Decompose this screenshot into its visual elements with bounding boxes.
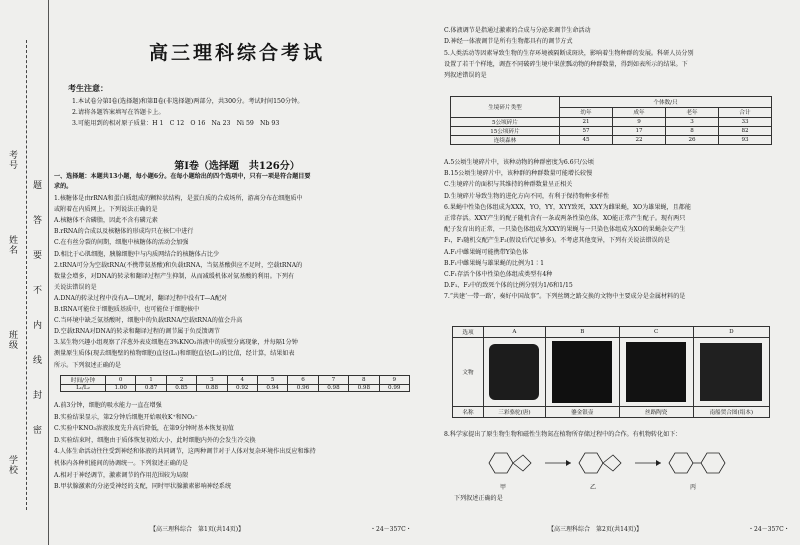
text-line: B.rRNA的合成以及核糖体的形成均只在核仁中进行 [54,228,194,236]
table-cell: 5公顷碎片 [451,118,560,127]
ring [513,455,531,471]
table-cell: 0 [106,376,136,385]
table-cell: 15公顷碎片 [451,127,560,136]
table-cell: 老年 [666,107,719,118]
text-line: B.15公顷生境碎片中，该种群的种群数量可能增长较慢 [444,170,593,178]
text-line: 机体内各种机能间的协调统一。下列叙述正确的是 [54,460,189,467]
seal-char: 答 [31,215,41,225]
table-cell: 4 [227,376,257,385]
table-cell: C [619,327,693,338]
notice-list [72,96,303,129]
text-line: 设置了若干个样地，调查不同破碎生境中果蔗瓢动物的种群数量，得到如表所示的结果。下 [444,60,688,68]
table-cell: 26 [666,136,719,145]
table-cell: 成年 [613,107,666,118]
table-cell: 1.00 [106,385,136,392]
table-row [453,327,770,338]
text-line: D.空载tRNA对DNA的转录和翻译过程的调节属于负反馈调节 [54,328,220,336]
text-line: F₁，F₁随机交配产生F₂(假设后代足够多)。不考虑其他变异，下列有关说法错误的是 [444,237,670,245]
text-line: A.DNA的转录过程中没有A—U配对，翻译过程中没有T—A配对 [54,294,228,302]
table-cell: 南船贸合图(绢本) [693,407,769,418]
exam-number-label: 考号 [7,150,17,170]
table-row [451,127,772,136]
name-label: 姓名 [7,235,17,255]
table-cell: 8 [666,127,719,136]
table-cell: 名称 [453,407,484,418]
text-line: D.相比于心肌细胞，胰腺细胞中与内质网结合的核糖体占比少 [54,250,220,258]
table-cell: 2 [166,376,196,385]
table-cell: 时间/分钟 [61,376,106,385]
question-8: 8.科学家提出了原生物生物和磁性生物氮在植物所存储过程中的合作。有机物转化如下： [444,431,682,438]
artifact-image-cell [693,338,769,407]
class-label: 班级 [7,330,17,350]
table-cell: 三彩骆驼(唐) [484,407,546,418]
table-row [453,407,770,418]
section-intro: 求的。 [54,183,73,190]
text-line: 正常存活。XXY产生的配子随机含有一条或两条性染色体，XO能正常产生配子。现有两只 [444,215,686,222]
seal-line [26,40,27,510]
table-cell: 1 [136,376,166,385]
table-cell: 3 [197,376,227,385]
seal-char: 线 [31,355,41,365]
text-line: C.生境碎片的面积与其维持的种群数量呈正相关 [444,181,573,189]
table-cell: 选项 [453,327,484,338]
table-cell: 0.92 [227,385,257,392]
text-line: 6.果蝇中性染色体组成为XXX，YO，YY，XYY致死，XXY为雌果蝇，XO为雄果蝇，且都能 [444,203,691,211]
text-line: 1.核糖体是由rRNA和蛋白质组成的颗粒状结构，是蛋白质的合成场所，游离分布在细胞质中 [54,195,303,202]
text-line: C.在有丝分裂的间期，细胞中核糖体的活动会加强 [54,239,189,247]
table-cell: 8 [349,376,379,385]
table-cell: 7 [318,376,348,385]
table-cell: 6 [288,376,318,385]
text-line: B.实验结果显示，第2分钟后细胞开始吸收K⁺和NO₃⁻ [54,413,198,421]
table-cell: 个体数/只 [560,97,772,108]
table-row [61,385,410,392]
seal-char: 要 [31,250,41,260]
seal-char: 内 [31,320,41,330]
footer-right: 【高三理科综合 第2页(共14页)】 [548,526,643,533]
table-cell: 生境碎片类型 [451,97,560,118]
section-intro: 一、选择题：本题共13小题，每小题6分。在每小题给出的四个选项中，只有一项是符合题目要 [54,173,311,180]
structure-label-bing: 丙 [690,484,697,491]
footer-left-code: ・24－357C・ [370,526,412,533]
notice-item: 2.请将各题答案填写在答题卡上。 [72,109,165,116]
table-cell: 33 [719,118,772,127]
binding-strip [0,0,49,545]
table-cell: 0.98 [318,385,348,392]
text-line: 2.tRNA可分为空载tRNA(不携带氨基酸)和负载tRNA，当氨基酸供应不足时，空载tRNA的 [54,261,303,269]
table-cell: 17 [613,127,666,136]
table-cell: 0.99 [379,385,409,392]
table-cell: 幼年 [560,107,613,118]
text-line: A.F₁中雌果蝇可能携带Y染色体 [444,248,529,256]
text-line: 数量会增多，对DNA的转录和翻译过程产生抑制，从而减缓机体对氨基酸的利用。下列有 [54,272,295,280]
table-row [61,376,410,385]
text-line: B.tRNA可能位于细胞质基质中，也可能位于细胞核中 [54,306,200,313]
table-cell: 丝路陶瓷 [619,407,693,418]
table-cell: L₁/L₂ [61,385,106,392]
table-cell: 0.88 [197,385,227,392]
table-cell: 文物 [453,338,484,407]
table-cell: 0.94 [257,385,287,392]
text-line: 配子发育出的正常，一只染色体组成为XXY的果蝇与一只染色体组成为XO的果蝇杂交产生 [444,226,686,234]
text-line: 3.某生物兴趣小组观察了洋葱外表皮细胞在3%KNO₃溶液中的质壁分离现象，并每隔1分钟 [54,339,298,347]
seal-char: 封 [31,390,41,400]
benzene-ring [669,453,693,473]
text-line: A.核糖体不含磷脂，因此不含有磷元素 [54,217,158,225]
notice-heading: 考生注意： [68,83,108,93]
table-cell: D [693,327,769,338]
structure-label-jia: 甲 [500,484,507,491]
table-cell: B [545,327,619,338]
text-line: 4.人体生命活动往往受到神经和体液的共同调节，这两种调节对于人体对复杂环境作出反应和维持 [54,448,316,456]
page-title: 高三理科综合考试 [148,42,325,64]
seal-char: 题 [31,180,41,190]
artifact-image-cell [545,338,619,407]
text-line: A.相对于神经调节，激素调节的作用范围较为局限 [54,471,189,479]
benzene-ring [489,453,513,473]
footer-left: 【高三理科综合 第1页(共14页)】 [150,526,245,533]
text-line: D.F₁、F₂中的致死个体的比例分别为1/6和1/15 [444,282,573,290]
table-cell: 5 [257,376,287,385]
text-line: C.实验中KNO₃溶液浓度先升高后降低，在第9分钟时基本恢复初值 [54,425,234,433]
section-heading: 第Ⅰ卷（选择题 共126分） [174,161,300,172]
table-cell: 22 [613,136,666,145]
table-cell: 57 [560,127,613,136]
text-line: C.当环境中缺乏氨基酸时，细胞中的负载tRNA/空载tRNA的值会升高 [54,317,243,325]
seal-char: 密 [31,425,41,435]
question-8-stem: 下列叙述正确的是 [454,495,503,502]
text-line: 7.“共建‘一带一路’，奏好中国故事”。下列丝绸之路交换的文物中主要成分是金属材料的是 [444,293,686,301]
table-cell: 93 [719,136,772,145]
text-line: 测量原生质体(现去细胞壁的植物细胞)直径(L₁)和细胞直径(L₂)的比值，经计算，结果如表 [54,350,295,358]
seal-char: 不 [31,285,41,295]
arrow-head [566,460,571,466]
painting-image [700,343,762,401]
table-habitat [450,96,772,145]
ceramic-image [626,342,686,402]
table-cell: A [484,327,546,338]
table-cell: 0.96 [288,385,318,392]
table-row [451,118,772,127]
artifact-image-cell [484,338,546,407]
text-line: D.神经一体液调节是所有生物都具有的调节方式 [444,38,573,46]
text-line: D.生境碎片导致生物的进化方向不同，有利于保持物种多样性 [444,192,610,200]
text-line: 5.人类活动等因素导致生物的生存环境被隔断成斑块，影响着生物种群的发展。科研人员分别 [444,49,694,57]
table-cell: 鎏金银壶 [545,407,619,418]
benzene-ring [701,453,725,473]
arrow-head [656,460,661,466]
table-row [451,136,772,145]
table-cell: 合计 [719,107,772,118]
artifact-image-cell [619,338,693,407]
school-label: 学校 [7,455,17,475]
text-line: D.实验结束时，细胞由于质体恢复初始大小，此时细胞内外的会发生冷交换 [54,436,256,444]
table-cell: 82 [719,127,772,136]
text-line: 关说法错误的是 [54,283,97,291]
table-artifacts [452,326,770,418]
text-line: A.前3分钟，细胞的吸水能力一直在增强 [54,402,162,409]
text-line: A.5公顷生境碎片中，该种动物的种群密度为6.6只/公顷 [444,159,594,166]
text-line: 列叙述错误的是 [444,72,487,80]
gilt-pot-image [552,341,612,403]
footer-right-code: ・24－357C・ [748,526,790,533]
ring [603,455,621,471]
text-line: B.F₁中雌果蝇与雄果蝇的比例为1∶1 [444,259,545,267]
table-row [453,338,770,407]
table-cell: 0.98 [349,385,379,392]
structure-label-yi: 乙 [590,484,597,491]
text-line: 所示。下列叙述正确的是 [54,361,122,369]
table-cell: 0.87 [136,385,166,392]
notice-item: 1.本试卷分第Ⅰ卷(选择题)和第Ⅱ卷(非选择题)两部分，共300分。考试时间150分钟。 [72,98,304,105]
table-cell: 3 [666,118,719,127]
table-cell: 9 [379,376,409,385]
table-cell: 0.85 [166,385,196,392]
text-line: 或附着在内质网上。下列说法正确的是 [54,206,158,214]
table-cell: 21 [560,118,613,127]
notice-item: 3.可能用到的相对原子质量：H 1 C 12 O 16 Na 23 Ni 59 Nb 93 [72,120,280,127]
camel-figurine-image [489,344,539,400]
table-row [451,97,772,108]
text-line: C.体液调节是指通过激素的合成与分泌来调节生命活动 [444,27,591,34]
table-ratio [60,375,410,392]
table-cell: 45 [560,136,613,145]
chemical-structures [475,445,755,485]
table-cell: 连续森林 [451,136,560,145]
table-cell: 9 [613,118,666,127]
text-line: C.F₁存活个体中性染色体组成类型有4种 [444,271,553,278]
text-line: B.甲状腺激素的分泌受神经的支配，同时甲状腺激素影响神经系统 [54,483,232,491]
benzene-ring [579,453,603,473]
